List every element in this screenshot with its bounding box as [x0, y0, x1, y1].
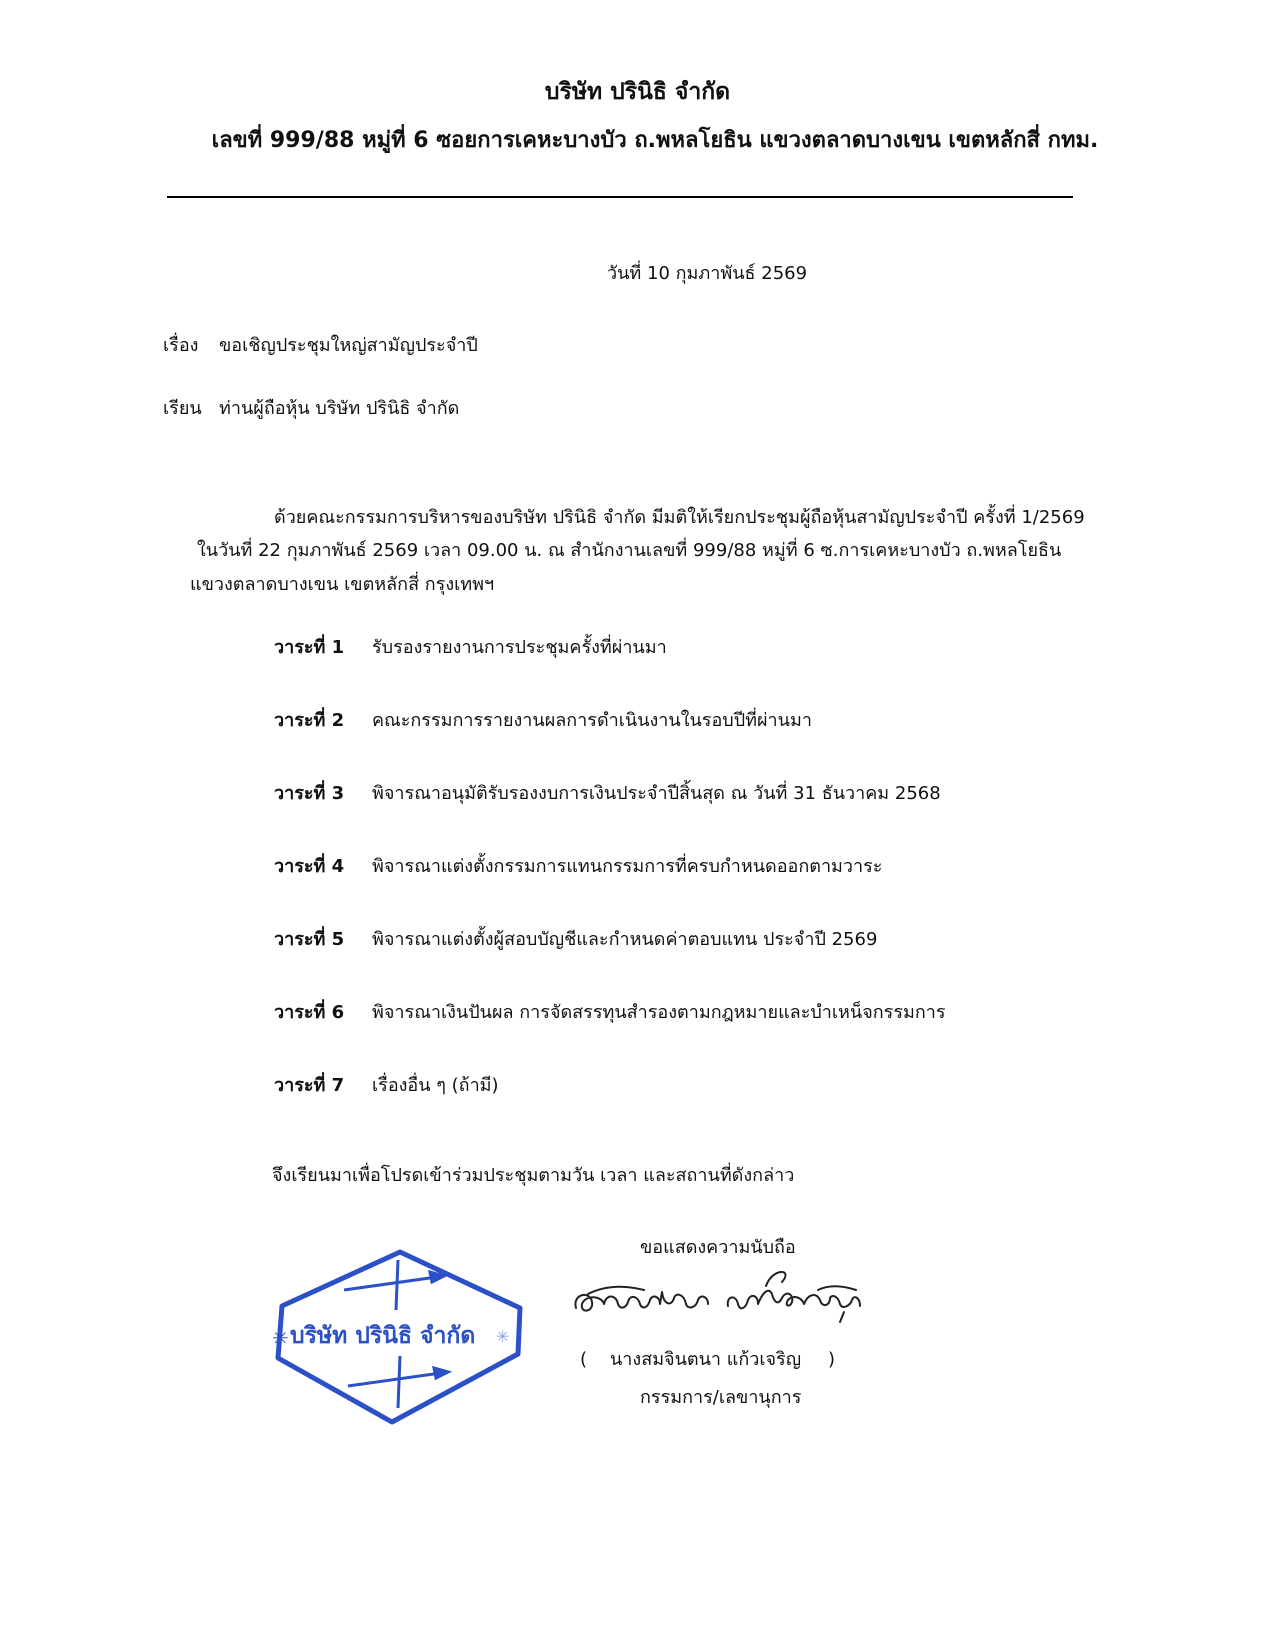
signer-name-line [580, 1344, 835, 1373]
signer-position: กรรมการ/เลขานุการ [640, 1387, 802, 1408]
signer-name: นางสมจินตนา แก้วเจริญ [610, 1349, 802, 1370]
body-line-1: ด้วยคณะกรรมการบริหารของบริษัท ปรินิธิ จำกัด มีมติให้เรียกประชุมผู้ถือหุ้นสามัญประจำปี ครั้งที่ 1/2569 [274, 507, 1085, 528]
salutation-label: เรียน [163, 398, 202, 419]
company-stamp [268, 1246, 530, 1428]
agenda-text: เรื่องอื่น ๆ (ถ้ามี) [372, 1075, 499, 1096]
agenda-item [274, 705, 812, 734]
header-divider [167, 196, 1073, 198]
agenda-item [274, 632, 667, 661]
agenda-label: วาระที่ 3 [274, 783, 345, 804]
agenda-item [274, 851, 882, 880]
agenda-item [274, 1070, 499, 1099]
company-address: เลขที่ 999/88 หมู่ที่ 6 ซอยการเคหะบางบัว ถ.พหลโยธิน แขวงตลาดบางเขน เขตหลักสี่ กทม. [211, 128, 1099, 153]
agenda-label: วาระที่ 5 [274, 929, 345, 950]
regards: ขอแสดงความนับถือ [640, 1237, 796, 1258]
stamp-text: บริษัท ปรินิธิ จำกัด [290, 1323, 476, 1349]
agenda-text: พิจารณาแต่งตั้งผู้สอบบัญชีและกำหนดค่าตอบแทน ประจำปี 2569 [372, 929, 878, 950]
agenda-label: วาระที่ 6 [274, 1002, 345, 1023]
agenda-label: วาระที่ 1 [274, 637, 345, 658]
agenda-text: พิจารณาอนุมัติรับรองงบการเงินประจำปีสิ้นสุด ณ วันที่ 31 ธันวาคม 2568 [372, 783, 941, 804]
agenda-text: รับรองรายงานการประชุมครั้งที่ผ่านมา [372, 637, 667, 658]
svg-text:✳: ✳ [272, 1326, 289, 1350]
agenda-item [274, 778, 941, 807]
signer-close-paren: ) [828, 1349, 836, 1370]
agenda-text: พิจารณาแต่งตั้งกรรมการแทนกรรมการที่ครบกำหนดออกตามวาระ [372, 856, 883, 877]
body-line-2: ในวันที่ 22 กุมภาพันธ์ 2569 เวลา 09.00 น. ณ สำนักงานเลขที่ 999/88 หมู่ที่ 6 ซ.การเคหะบางบัว ถ.พหลโยธิน [197, 540, 1062, 561]
agenda-text: พิจารณาเงินปันผล การจัดสรรทุนสำรองตามกฎหมายและบำเหน็จกรรมการ [372, 1002, 946, 1023]
signer-open-paren: ( [580, 1349, 588, 1370]
closing-sentence: จึงเรียนมาเพื่อโปรดเข้าร่วมประชุมตามวัน เวลา และสถานที่ดังกล่าว [272, 1165, 795, 1186]
salutation-line [163, 393, 459, 422]
handwritten-signature [568, 1264, 884, 1326]
body-line-3: แขวงตลาดบางเขน เขตหลักสี่ กรุงเทพฯ [190, 574, 495, 595]
subject-text: ขอเชิญประชุมใหญ่สามัญประจำปี [219, 335, 478, 356]
agenda-text: คณะกรรมการรายงานผลการดำเนินงานในรอบปีที่ผ่านมา [372, 710, 812, 731]
agenda-label: วาระที่ 2 [274, 710, 345, 731]
subject-label: เรื่อง [163, 335, 199, 356]
subject-line [163, 330, 478, 359]
agenda-item [274, 997, 946, 1026]
agenda-item [274, 924, 877, 953]
company-name: บริษัท ปรินิธิ จำกัด [544, 79, 731, 105]
agenda-label: วาระที่ 7 [274, 1075, 345, 1096]
salutation-text: ท่านผู้ถือหุ้น บริษัท ปรินิธิ จำกัด [219, 398, 460, 419]
svg-text:✳: ✳ [496, 1327, 510, 1346]
agenda-label: วาระที่ 4 [274, 856, 345, 877]
letter-date: วันที่ 10 กุมภาพันธ์ 2569 [607, 263, 808, 284]
